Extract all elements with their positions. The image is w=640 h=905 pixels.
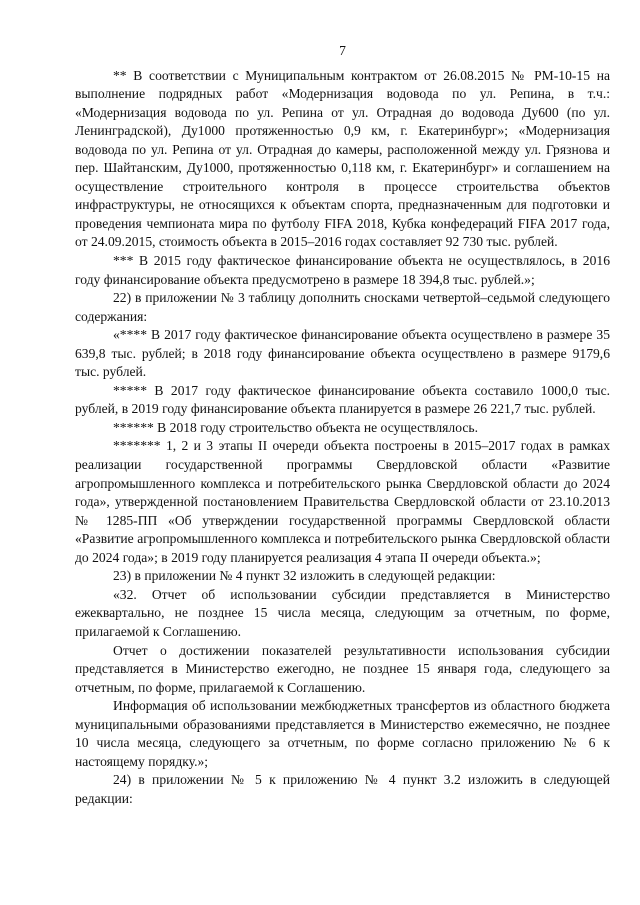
paragraph-footnote-3: *** В 2015 году фактическое финансирование объекта не осуществлялось, в 2016 году финансирование объекта предусмотрено в размере 18 394,8 тыс. рублей.»; (75, 253, 610, 287)
page-number: 7 (339, 43, 346, 58)
paragraph-transfer-info: Информация об использовании межбюджетных трансфертов из областного бюджета муниципальными образованиями представляется в Министерство ежемесячно, не позднее 10 числа месяца, следующего за отчетным, по форме согласно приложению № 6 к настоящему порядку.»; (75, 698, 610, 769)
paragraph-performance-report: Отчет о достижении показателей результативности использования субсидии представляется в Министерство ежегодно, не позднее 15 января года, следующего за отчетным, по форме, прилагаемой к Соглашению. (75, 642, 610, 695)
paragraph-item-23: 23) в приложении № 4 пункт 32 изложить в следующей редакции: (113, 568, 496, 584)
paragraph-footnote-2: ** В соответствии с Муниципальным контрактом от 26.08.2015 № РМ-10-15 на выполнение подрядных работ «Модернизация водовода по ул. Репина, в т.ч.: «Модернизация водовода по ул. Репина от ул. Отрадная до водовода Ду600 (по ул. Ленинградской), Ду1000 протяженностью 0,9 км, г. Екатеринбург»; «Модернизация водовода по ул. Репина от ул. Отрадная до камеры, расположенной между ул. Грязнова и пер. Шайтанским, Ду1000, протяженностью 0,118 км, г. Екатеринбург» и соглашением на осуществление строительного контроля в процессе строительства объектов инфраструктуры, не относящихся к объектам спорта, предназначенным для подготовки и проведения чемпионата мира по футболу FIFA 2018, Кубка конфедераций FIFA 2017 года, от 24.09.2015, стоимость объекта в 2015–2016 годах составляет 92 730 тыс. рублей. (75, 67, 610, 250)
paragraph-item-24: 24) в приложении № 5 к приложению № 4 пункт 3.2 изложить в следующей редакции: (75, 772, 610, 806)
paragraph-footnote-5: ***** В 2017 году фактическое финансирование объекта составило 1000,0 тыс. рублей, в 2019 году финансирование объекта планируется в размере 26 221,7 тыс. рублей. (75, 382, 610, 417)
paragraph-footnote-7: ******* 1, 2 и 3 этапы II очереди объекта построены в 2015–2017 годах в рамках реализации государственной программы Свердловской области «Развитие агропромышленного комплекса и потребительского рынка Свердловской области до 2024 года», утвержденной постановлением Правительства Свердловской области от 23.10.2013 № 1285-ПП «Об утверждении государственной программы Свердловской области «Развитие агропромышленного комплекса и потребительского рынка Свердловской области до 2024 года»; в 2019 году планируется реализация 4 этапа II очереди объекта.»; (75, 438, 610, 565)
paragraph-clause-32: «32. Отчет об использовании субсидии представляется в Министерство ежеквартально, не позднее 15 числа месяца, следующим за отчетным, по форме, прилагаемой к Соглашению. (75, 586, 610, 639)
paragraph-footnote-4: «**** В 2017 году фактическое финансирование объекта осуществлено в размере 35 639,8 тыс. рублей; в 2018 году финансирование объекта осуществлено в размере 9179,6 тыс. рублей. (75, 327, 610, 380)
paragraph-item-22: 22) в приложении № 3 таблицу дополнить сносками четвертой–седьмой следующего содержания: (75, 290, 610, 324)
paragraph-footnote-6: ****** В 2018 году строительство объекта не осуществлялось. (113, 419, 478, 435)
